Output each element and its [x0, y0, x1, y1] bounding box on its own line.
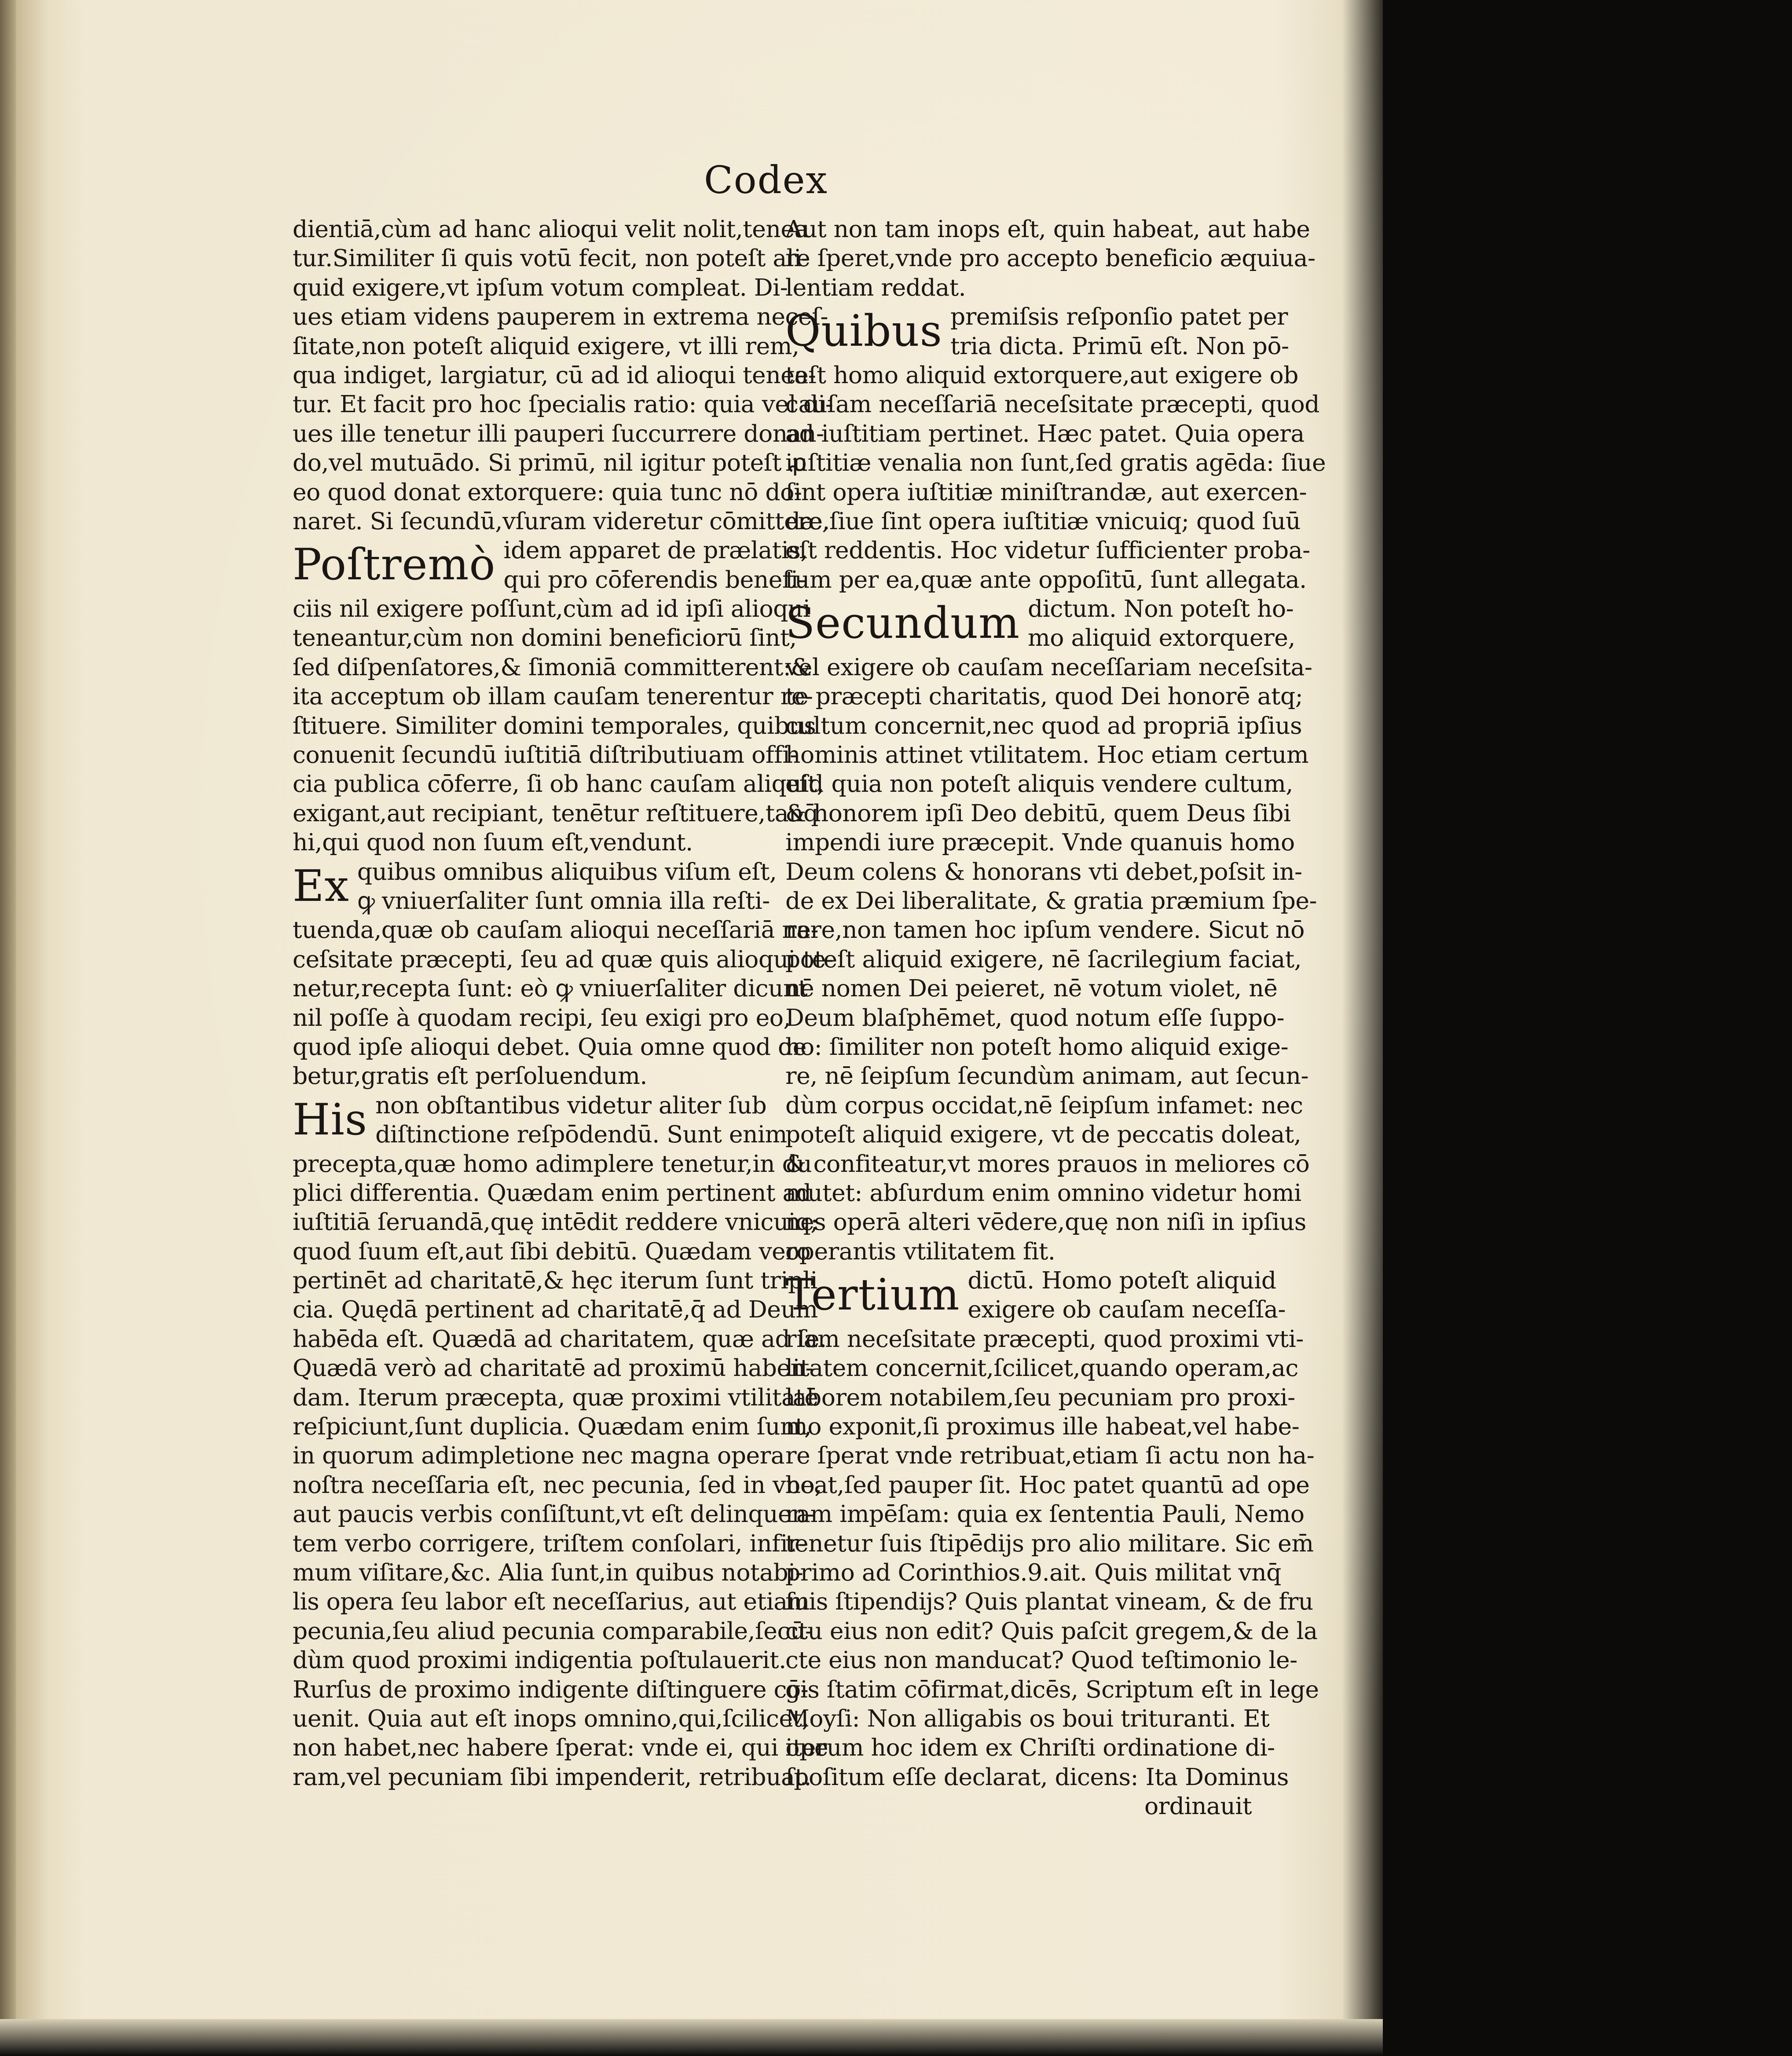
- text-line: qui pro cōferendis benefi-: [503, 565, 806, 593]
- text-line: eo quod donat extorquere: quia tunc nō do-: [293, 478, 802, 506]
- text-line: dictū. Homo poteſt aliquid: [967, 1266, 1276, 1295]
- paragraph-initial-word: Ex: [293, 861, 349, 911]
- text-line: betur,gratis eſt perſoluendum.: [293, 1062, 647, 1090]
- text-line: cia. Quędā pertinent ad charitatē,q̄ ad Deum: [293, 1295, 818, 1324]
- text-line: no: ſimiliter non poteſt homo aliquid exige-: [785, 1032, 1289, 1061]
- paragraph-initial-word: Secundum: [785, 598, 1020, 649]
- text-line: dæ,ſiue ſint opera iuſtitiæ vnicuiq; quod ſuū: [785, 507, 1301, 535]
- paragraph: [293, 857, 834, 1091]
- text-line: ſpoſitum eſſe declarat, dicens: Ita Dominus: [785, 1763, 1289, 1791]
- text-line: precepta,quæ homo adimplere tenetur,in du: [293, 1149, 812, 1178]
- page-edge: [0, 0, 16, 2056]
- paragraph: [293, 1091, 828, 1792]
- text-line: plici differentia. Quædam enim pertinent ad: [293, 1178, 811, 1207]
- text-line: rare,non tamen hoc ipſum vendere. Sicut nō: [785, 916, 1305, 944]
- text-line: iuſtitiā ſeruandā,quę intēdit reddere vnicuiq;: [293, 1208, 818, 1236]
- paragraph: [785, 1266, 1319, 1792]
- text-line: quibus omnibus aliquibus viſum eſt,: [357, 857, 777, 885]
- text-line: do,vel mutuādo. Si primū, nil igitur poteſt ꝓ: [293, 449, 807, 477]
- text-line: ceſsitate præcepti, ſeu ad quæ quis alioqui te-: [293, 945, 834, 973]
- text-line: ad iuſtitiam pertinet. Hæc patet. Quia opera: [785, 419, 1305, 447]
- paragraph: [785, 302, 1326, 594]
- text-line: exigere ob cauſam neceſſa-: [967, 1295, 1286, 1324]
- text-line: re ſperet,vnde pro accepto beneficio æquiua-: [785, 244, 1316, 272]
- text-line: nē nomen Dei peieret, nē votum violet, nē: [785, 974, 1278, 1002]
- text-line: poteſt aliquid exigere, vt de peccatis doleat,: [785, 1120, 1301, 1149]
- text-line: poteſt aliquid exigere, nē ſacrilegium faciat,: [785, 945, 1302, 973]
- text-line: eſt reddentis. Hoc videtur ſufficienter proba-: [785, 536, 1310, 564]
- text-line: cauſam neceſſariā neceſsitate præcepti, quod: [785, 390, 1320, 418]
- text-line: Aut non tam inops eſt, quin habeat, aut habe: [785, 215, 1310, 243]
- text-line: tenetur ſuis ſtipēdijs pro alio militare. Sic em̄: [785, 1529, 1314, 1557]
- right-text-column: [785, 215, 1326, 1820]
- text-line: non habet,nec habere ſperat: vnde ei, qui ope: [293, 1734, 828, 1762]
- text-line: ſint opera iuſtitiæ miniſtrandæ, aut exercen-: [785, 478, 1307, 506]
- text-line: tur.Similiter ſi quis votū fecit, non poteſt ali-: [293, 244, 809, 272]
- text-line: pertinēt ad charitatē,& hęc iterum ſunt tripli: [293, 1266, 818, 1295]
- text-line: litatem concernit,ſcilicet,quando operam,ac: [785, 1354, 1298, 1382]
- text-line: dùm quod proximi indigentia poſtulauerit.: [293, 1646, 786, 1674]
- text-line: lis opera ſeu labor eſt neceſſarius, aut etiam: [293, 1588, 810, 1616]
- text-line: ſtituere. Similiter domini temporales, quibus: [293, 711, 816, 739]
- text-line: reſpiciunt,ſunt duplicia. Quædam enim ſunt,: [293, 1412, 812, 1441]
- text-line: dùm corpus occidat,nē ſeipſum infamet: nec: [785, 1091, 1303, 1119]
- text-line: mutet: abſurdum enim omnino videtur homi: [785, 1178, 1301, 1207]
- text-line: aut paucis verbis conſiſtunt,vt eſt delinquen-: [293, 1500, 814, 1528]
- text-line: conuenit ſecundū iuſtitiā diſtributiuam offi-: [293, 741, 798, 769]
- text-line: beat,ſed pauper ſit. Hoc patet quantū ad ope: [785, 1471, 1310, 1499]
- text-line: mum viſitare,&c. Alia ſunt,in quibus notabi-: [293, 1558, 803, 1586]
- text-line: lentiam reddat.: [785, 273, 966, 301]
- text-line: nes operā alteri vēdere,quę non niſi in ipſius: [785, 1208, 1306, 1236]
- text-line: tuenda,quæ ob cauſam alioqui neceſſariā ne-: [293, 916, 819, 944]
- text-line: quid exigere,vt ipſum votum compleat. Di-: [293, 273, 788, 301]
- text-line: iterum hoc idem ex Chriſti ordinatione di-: [785, 1734, 1275, 1762]
- page-bottom-shadow: [0, 2019, 1383, 2056]
- paragraph-initial-word: His: [293, 1094, 368, 1145]
- text-line: premiſsis reſponſio patet per: [950, 303, 1288, 331]
- text-line: ita acceptum ob illam cauſam tenerentur re-: [293, 682, 813, 710]
- text-line: re, nē ſeipſum ſecundùm animam, aut ſecun-: [785, 1062, 1309, 1090]
- text-line: Quædā verò ad charitatē ad proximū haben-: [293, 1354, 814, 1382]
- paragraph: [293, 215, 833, 536]
- text-line: re ſperat vnde retribuat,etiam ſi actu non ha-: [785, 1441, 1315, 1470]
- text-line: ſed diſpenſatores,& ſimoniā committerent:&: [293, 653, 812, 681]
- text-line: ctu eius non edit? Quis paſcit gregem,& de la: [785, 1617, 1318, 1645]
- text-line: gis ſtatim cōfirmat,dicēs, Scriptum eſt in lege: [785, 1675, 1319, 1703]
- text-line: ues etiam videns pauperem in extrema neceſ-: [293, 303, 828, 331]
- text-line: dictum. Non poteſt ho-: [1028, 595, 1294, 623]
- text-line: Deum colens & honorans vti debet,poſsit in-: [785, 857, 1302, 885]
- text-line: mo exponit,ſi proximus ille habeat,vel habe-: [785, 1412, 1300, 1441]
- text-line: tur. Et facit pro hoc ſpecialis ratio: quia vel di-: [293, 390, 833, 418]
- text-line: teſt homo aliquid extorquere,aut exigere ob: [785, 361, 1298, 389]
- running-head: Codex: [704, 158, 828, 202]
- text-line: operantis vtilitatem fit.: [785, 1237, 1055, 1265]
- catchword: ordinauit: [1144, 1792, 1252, 1820]
- text-line: dam. Iterum præcepta, quæ proximi vtilitatē: [293, 1383, 818, 1411]
- text-line: laborem notabilem,ſeu pecuniam pro proxi-: [785, 1383, 1295, 1411]
- text-line: netur,recepta ſunt: eò ꝙ vniuerſaliter dicunt: [293, 974, 807, 1002]
- text-line: iuſtitiæ venalia non ſunt,ſed gratis agēda: ſiue: [785, 449, 1326, 477]
- text-line: idem apparet de prælatis,: [503, 536, 808, 564]
- text-line: diſtinctione reſpōdendū. Sunt enim: [375, 1120, 787, 1149]
- text-line: eſt, quia non poteſt aliquis vendere cultum,: [785, 770, 1293, 798]
- text-line: pecunia,ſeu aliud pecunia comparabile,ſecū-: [293, 1617, 813, 1645]
- paragraph-initial-word: Quibus: [785, 306, 942, 357]
- text-line: tria dicta. Primū eſt. Non pō-: [950, 332, 1289, 360]
- paragraph: [785, 594, 1317, 1266]
- text-line: riam neceſsitate præcepti, quod proximi vti-: [785, 1324, 1304, 1353]
- text-line: quod ſuum eſt,aut ſibi debitū. Quædam vero: [293, 1237, 811, 1265]
- paragraph: [785, 215, 1316, 302]
- text-line: ram impēſam: quia ex ſententia Pauli, Nemo: [785, 1500, 1305, 1528]
- text-line: cte eius non manducat? Quod teſtimonio le-: [785, 1646, 1297, 1674]
- text-line: Deum blaſphēmet, quod notum eſſe ſuppo-: [785, 1003, 1285, 1032]
- text-line: ram,vel pecuniam ſibi impenderit, retribuat.: [293, 1763, 811, 1791]
- text-line: exigant,aut recipiant, tenētur reſtituere,tanq̄: [293, 799, 818, 827]
- paragraph-initial-word: Poſtremò: [293, 540, 496, 590]
- text-line: cultum concernit,nec quod ad propriā ipſius: [785, 711, 1302, 739]
- text-line: & confiteatur,vt mores prauos in meliores cō: [785, 1149, 1310, 1178]
- text-line: de ex Dei liberalitate, & gratia præmium ſpe-: [785, 886, 1317, 915]
- text-line: non obſtantibus videtur aliter ſub: [375, 1091, 767, 1119]
- text-line: noſtra neceſſaria eſt, nec pecunia, ſed in vno,: [293, 1471, 822, 1499]
- show-through-text: [854, 132, 1162, 180]
- left-text-column: [293, 215, 834, 1791]
- text-line: te præcepti charitatis, quod Dei honorē atq;: [785, 682, 1303, 710]
- paragraph: [293, 536, 824, 857]
- text-line: teneantur,cùm non domini beneficiorū ſint,: [293, 624, 797, 652]
- text-line: primo ad Corinthios.9.ait. Quis militat vnq̄: [785, 1558, 1281, 1586]
- text-line: cia publica cōferre, ſi ob hanc cauſam aliquid: [293, 770, 824, 798]
- text-line: ſuis ſtipendijs? Quis plantat vineam, & de fru: [785, 1588, 1313, 1616]
- text-line: ſitate,non poteſt aliquid exigere, vt illi rem,: [293, 332, 799, 360]
- text-line: impendi iure præcepit. Vnde quanuis homo: [785, 828, 1295, 856]
- text-line: & honorem ipſi Deo debitū, quem Deus ſibi: [785, 799, 1291, 827]
- text-line: ues ille tenetur illi pauperi ſuccurrere donan-: [293, 419, 824, 447]
- paragraph-initial-word: Tertium: [785, 1270, 960, 1321]
- text-line: habēda eſt. Quædā ad charitatem, quæ ad ſe.: [293, 1324, 827, 1353]
- text-line: uenit. Quia aut eſt inops omnino,qui,ſcilicet,: [293, 1704, 810, 1732]
- text-line: nil poſſe à quodam recipi, ſeu exigi pro eo,: [293, 1003, 791, 1032]
- text-line: vel exigere ob cauſam neceſſariam neceſsita-: [785, 653, 1312, 681]
- text-line: Moyſi: Non alligabis os boui trituranti. Et: [785, 1704, 1270, 1732]
- text-line: in quorum adimpletione nec magna opera: [293, 1441, 785, 1470]
- text-line: tem verbo corrigere, triſtem conſolari, infir-: [293, 1529, 806, 1557]
- text-line: tum per ea,quæ ante oppoſitū, ſunt allegata.: [785, 565, 1307, 593]
- text-line: ꝙ vniuerſaliter ſunt omnia illa reſti-: [357, 886, 770, 915]
- text-line: qua indiget, largiatur, cū ad id alioqui tenea-: [293, 361, 816, 389]
- text-line: hi,qui quod non ſuum eſt,vendunt.: [293, 828, 693, 856]
- text-line: mo aliquid extorquere,: [1028, 624, 1295, 652]
- text-line: dientiā,cùm ad hanc alioqui velit nolit,tenea: [293, 215, 808, 243]
- text-line: ciis nil exigere poſſunt,cùm ad id ipſi alioqui: [293, 595, 810, 623]
- text-line: quod ipſe alioqui debet. Quia omne quod de: [293, 1032, 806, 1061]
- text-line: naret. Si ſecundū,vſuram videretur cōmittere.: [293, 507, 830, 535]
- text-line: hominis attinet vtilitatem. Hoc etiam certum: [785, 741, 1309, 769]
- text-line: Rurſus de proximo indigente diſtinguere cō-: [293, 1675, 809, 1703]
